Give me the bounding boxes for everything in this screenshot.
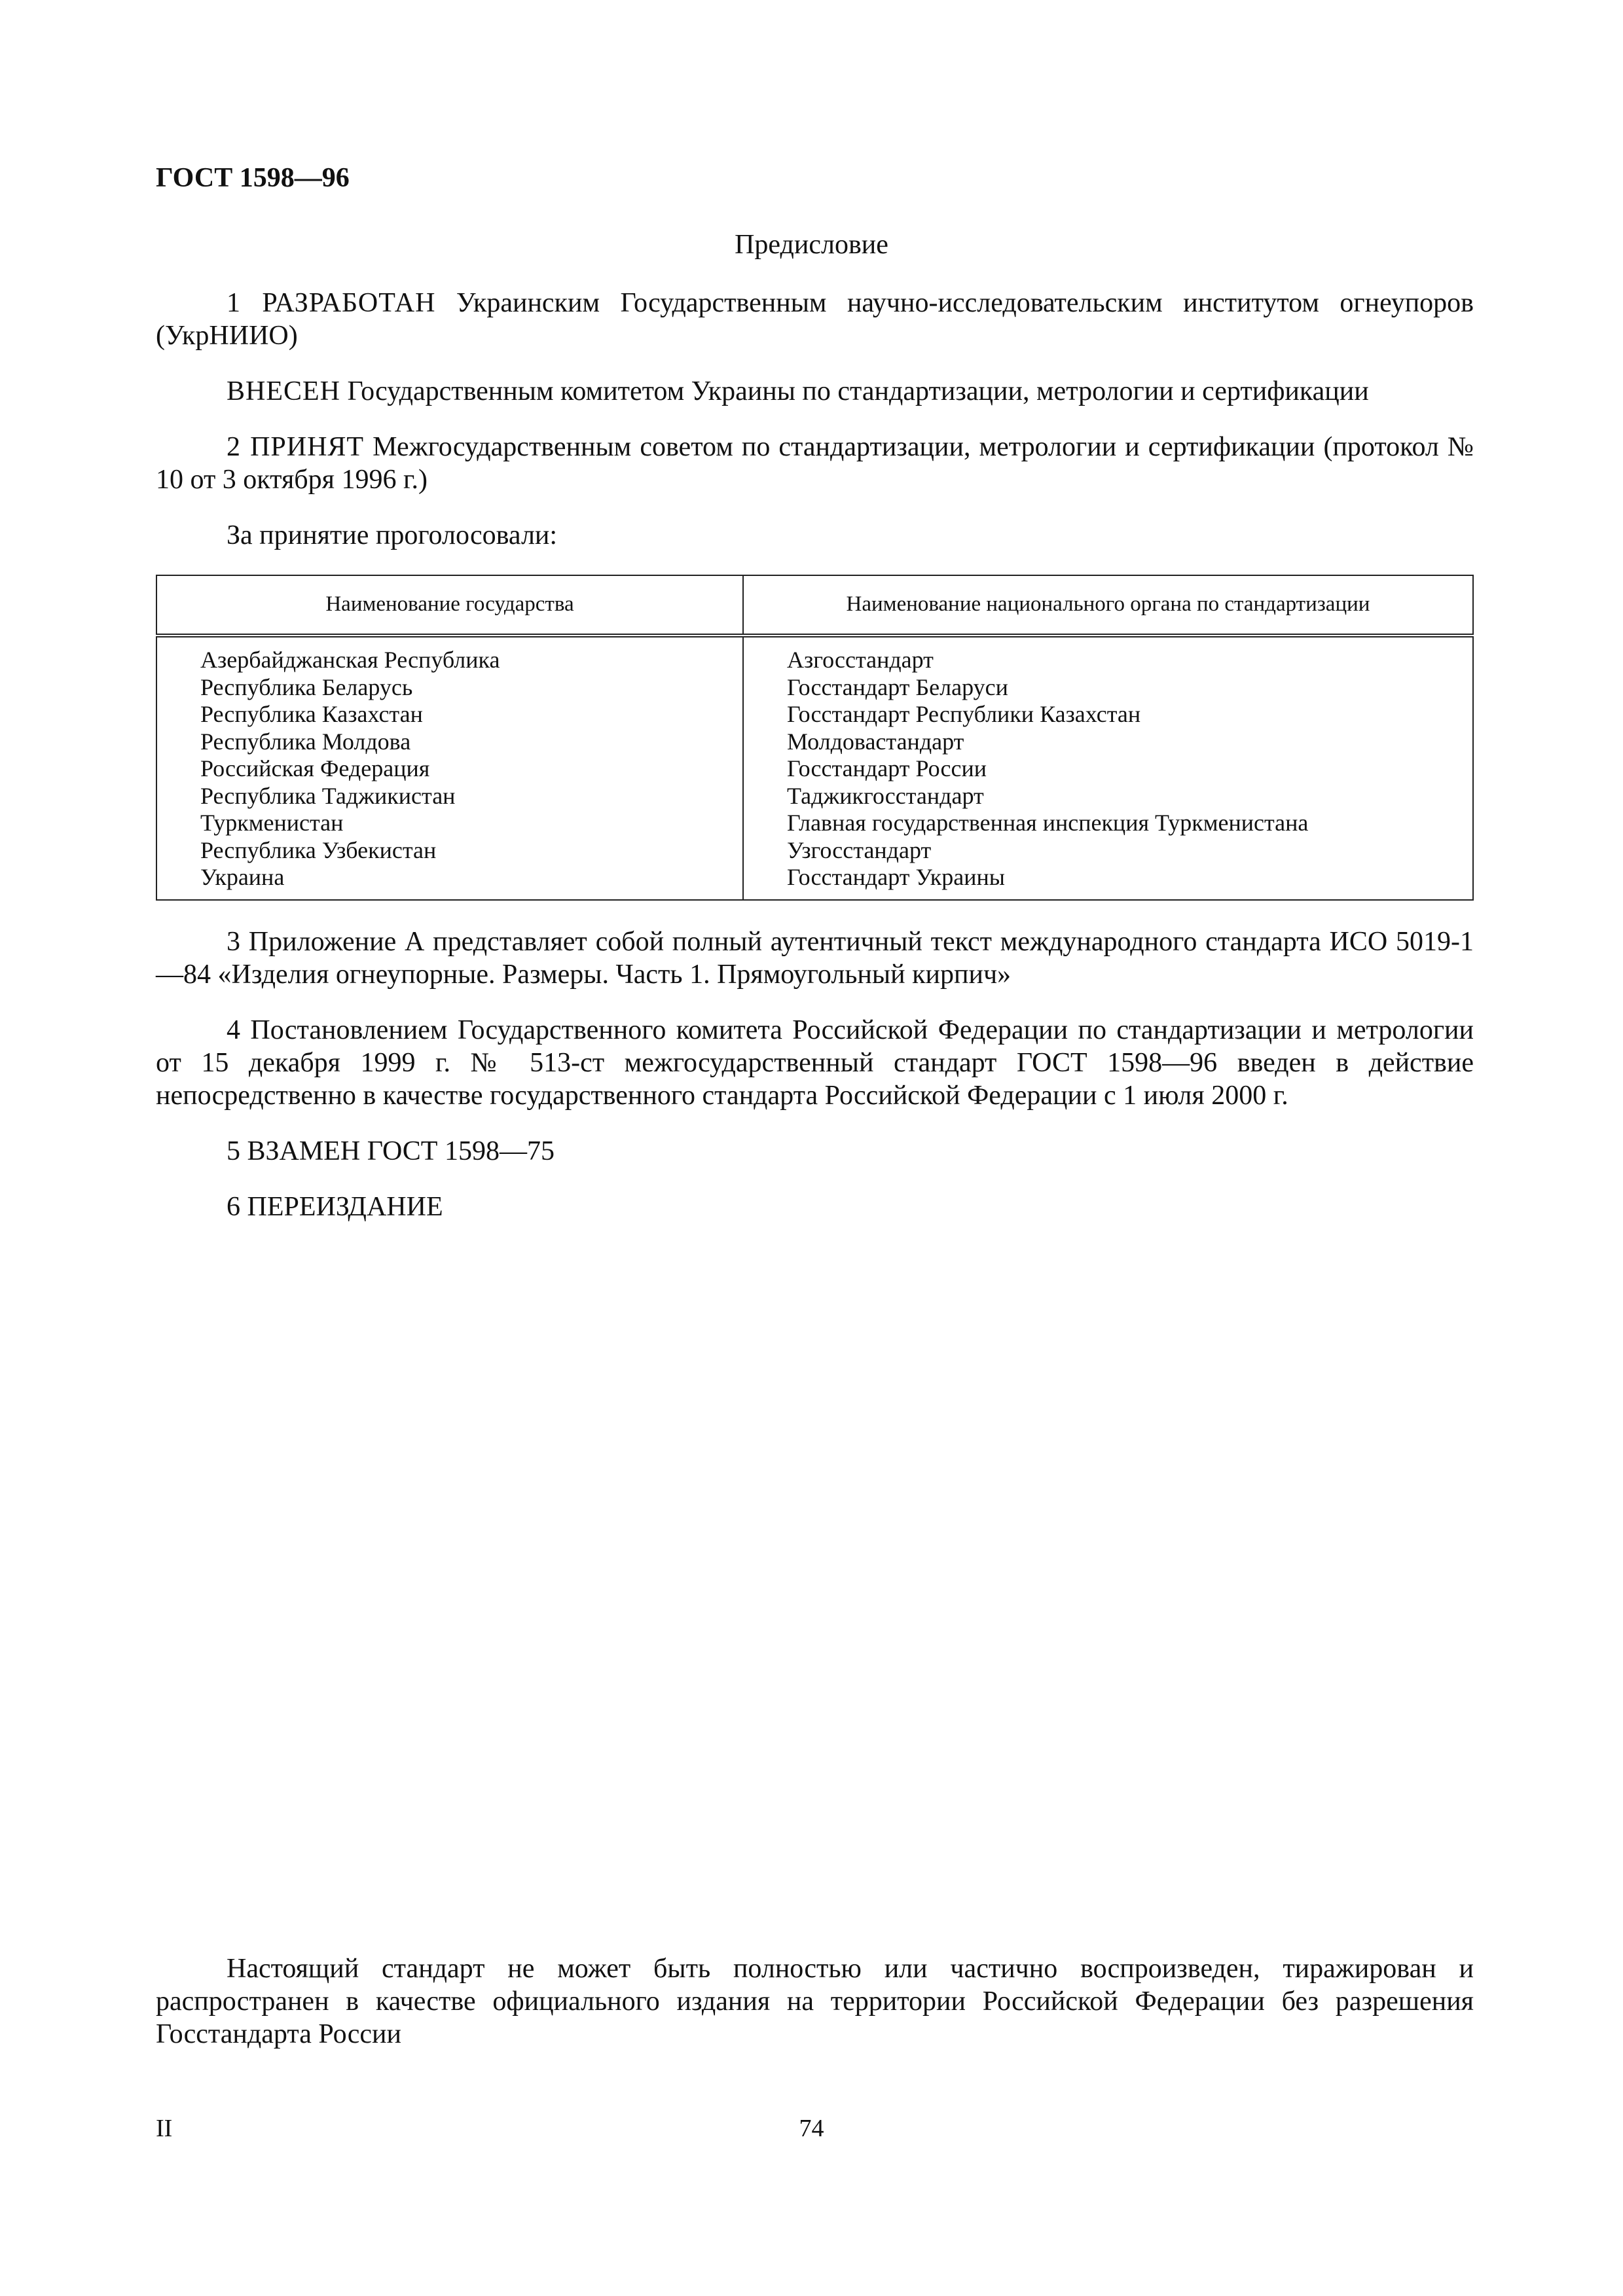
state-name: Республика Узбекистан xyxy=(200,836,437,863)
section-1-introduced xyxy=(156,375,1474,408)
standards-body-name: Главная государственная инспекция Туркменистана xyxy=(787,810,1309,836)
standards-body-name: Госстандарт Беларуси xyxy=(787,673,1008,700)
copyright-notice: Настоящий стандарт не может быть полностью или частично воспроизведен, тиражирован и распространен в качестве официального издания на территории Российской Федерации без разрешения Госстандарта России xyxy=(156,1954,1474,2049)
section-1-developed xyxy=(156,287,1474,352)
section-3-annex: 3 Приложение А представляет собой полный аутентичный текст международного стандарта ИСО 5019-1—84 «Изделия огнеупорные. Размеры. Часть 1. Прямоугольный кирпич» xyxy=(156,926,1474,990)
section-6-reissue: 6 ПЕРЕИЗДАНИЕ xyxy=(227,1191,443,1222)
standards-body-name: Госстандарт Республики Казахстан xyxy=(787,701,1141,727)
foreword-body xyxy=(156,287,1474,1246)
table-header-row xyxy=(156,575,1473,636)
roman-page-number: II xyxy=(156,2115,173,2142)
standards-body-name: Молдовастандарт xyxy=(787,728,964,755)
state-name: Республика Казахстан xyxy=(200,701,423,727)
standards-body-name: Таджикгосстандарт xyxy=(787,782,984,809)
section-1-introduced-lead: ВНЕСЕН xyxy=(227,376,340,406)
page-title: Предисловие xyxy=(735,230,888,260)
standards-body-name: Госстандарт Украины xyxy=(787,864,1005,890)
bodies-cell xyxy=(743,636,1473,900)
section-5-replaces: 5 ВЗАМЕН ГОСТ 1598—75 xyxy=(227,1136,555,1166)
section-4-resolution: 4 Постановлением Государственного комитета Российской Федерации по стандартизации и метрологии от 15 декабря 1999 г. № 513-ст межгосударственный стандарт ГОСТ 1598—96 введен в действие непосредственно в качестве государственного стандарта Российской Федерации с 1 июля 2000 г. xyxy=(156,1014,1474,1111)
state-name: Республика Молдова xyxy=(200,728,411,755)
standards-body-name: Азгосстандарт xyxy=(787,647,934,673)
state-name: Украина xyxy=(200,864,285,890)
section-1-introduced-text: Государственным комитетом Украины по стандартизации, метрологии и сертификации xyxy=(340,376,1369,406)
standards-body-name: Узгосстандарт xyxy=(787,836,932,863)
state-name: Российская Федерация xyxy=(200,755,430,781)
section-1-lead: 1 РАЗРАБОТАН xyxy=(227,288,436,318)
voted-intro: За принятие проголосовали: xyxy=(227,520,558,550)
voting-states-table xyxy=(156,575,1474,901)
section-2-text: Межгосударственным советом по стандартизации, метрологии и сертификации (протокол № 10 от 3 октября 1996 г.) xyxy=(156,432,1474,495)
page-number: 74 xyxy=(799,2115,824,2142)
state-name: Республика Таджикистан xyxy=(200,782,456,809)
state-name: Республика Беларусь xyxy=(200,673,413,700)
section-2-lead: 2 ПРИНЯТ xyxy=(227,432,365,462)
column-header-body: Наименование национального органа по стандартизации xyxy=(743,575,1473,636)
column-header-state: Наименование государства xyxy=(156,575,743,636)
states-cell xyxy=(156,636,743,900)
section-1-text: Украинским Государственным научно-исследовательским институтом огнеупоров (УкрНИИО) xyxy=(156,288,1474,351)
standards-body-name: Госстандарт России xyxy=(787,755,987,781)
section-2-adopted xyxy=(156,431,1474,496)
state-name: Туркменистан xyxy=(200,810,344,836)
state-name: Азербайджанская Республика xyxy=(200,647,500,673)
table-row xyxy=(156,636,1473,900)
standard-code-header: ГОСТ 1598—96 xyxy=(156,163,350,193)
